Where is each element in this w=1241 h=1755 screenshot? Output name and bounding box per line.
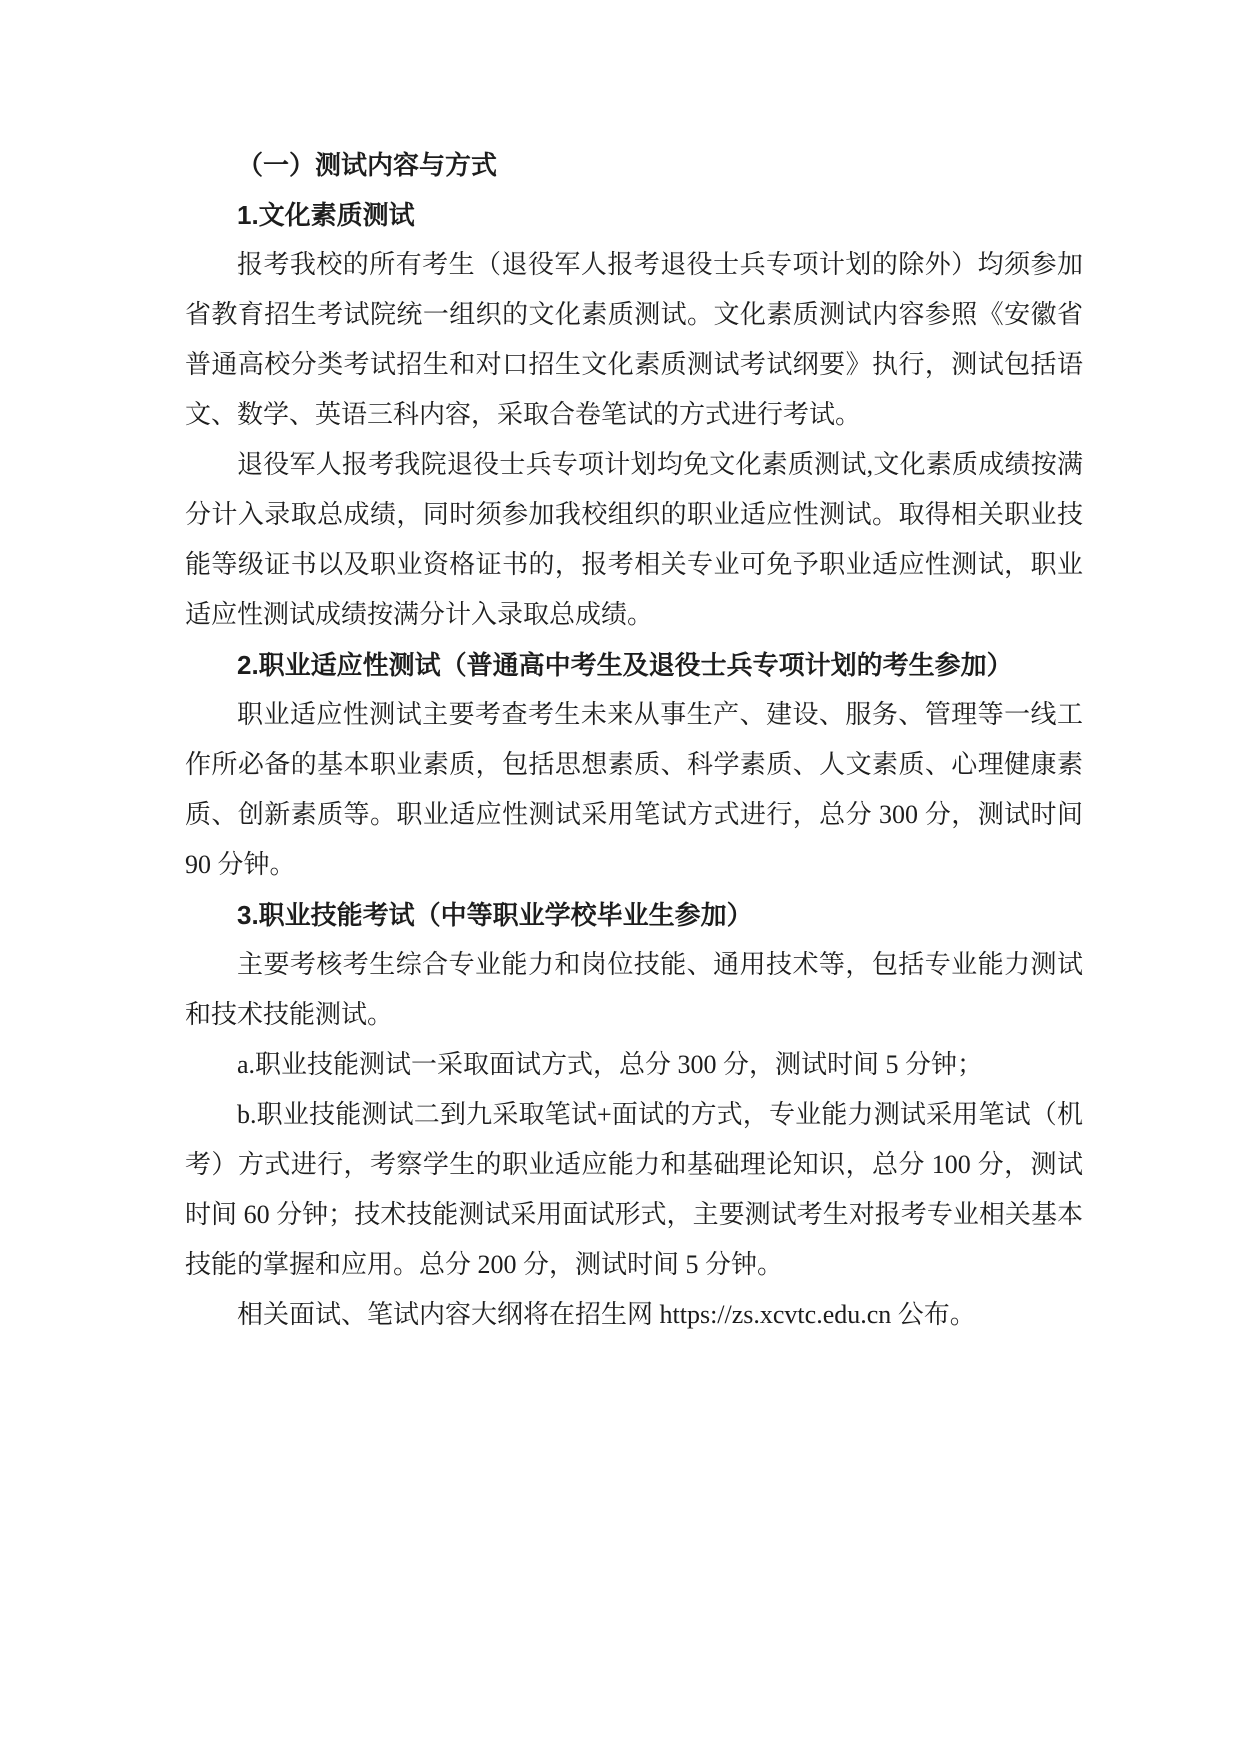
paragraph-culture-test-description: 报考我校的所有考生（退役军人报考退役士兵专项计划的除外）均须参加省教育招生考试院统一组织的文化素质测试。文化素质测试内容参照《安徽省普通高校分类考试招生和对口招生文化素质测试考试纲要》执行，测试包括语文、数学、英语三科内容，采取合卷笔试的方式进行考试。 [185, 250, 1083, 429]
subheading-3-vocational-skill-exam: 3.职业技能考试（中等职业学校毕业生参加） [237, 900, 753, 930]
subheading-1-culture-quality-test: 1.文化素质测试 [237, 200, 415, 230]
paragraph-veteran-exemption: 退役军人报考我院退役士兵专项计划均免文化素质测试,文化素质成绩按满分计入录取总成绩，同时须参加我校组织的职业适应性测试。取得相关职业技能等级证书以及职业资格证书的，报考相关专业可免予职业适应性测试，职业适应性测试成绩按满分计入录取总成绩。 [185, 450, 1083, 629]
paragraph-skill-test-item-b: b.职业技能测试二到九采取笔试+面试的方式，专业能力测试采用笔试（机考）方式进行，考察学生的职业适应能力和基础理论知识，总分 100 分，测试时间 60 分钟；技术技能测试采用面试形式，主要测试考生对报考专业相关基本技能的掌握和应用。总分 200 分，测试时间 5 分钟。 [185, 1100, 1083, 1279]
paragraph-skill-exam-overview: 主要考核考生综合专业能力和岗位技能、通用技术等，包括专业能力测试和技术技能测试。 [185, 950, 1083, 1029]
subheading-2-vocational-aptitude-test: 2.职业适应性测试（普通高中考生及退役士兵专项计划的考生参加） [237, 650, 1013, 680]
paragraph-aptitude-test-description: 职业适应性测试主要考查考生未来从事生产、建设、服务、管理等一线工作所必备的基本职业素质，包括思想素质、科学素质、人文素质、心理健康素质、创新素质等。职业适应性测试采用笔试方式进行，总分 300 分，测试时间 90 分钟。 [185, 700, 1083, 879]
paragraph-outline-announcement: 相关面试、笔试内容大纲将在招生网 https://zs.xcvtc.edu.cn 公布。 [237, 1300, 976, 1329]
section-heading-test-content-and-method: （一）测试内容与方式 [237, 150, 498, 180]
paragraph-skill-test-item-a: a.职业技能测试一采取面试方式，总分 300 分，测试时间 5 分钟； [237, 1050, 984, 1079]
